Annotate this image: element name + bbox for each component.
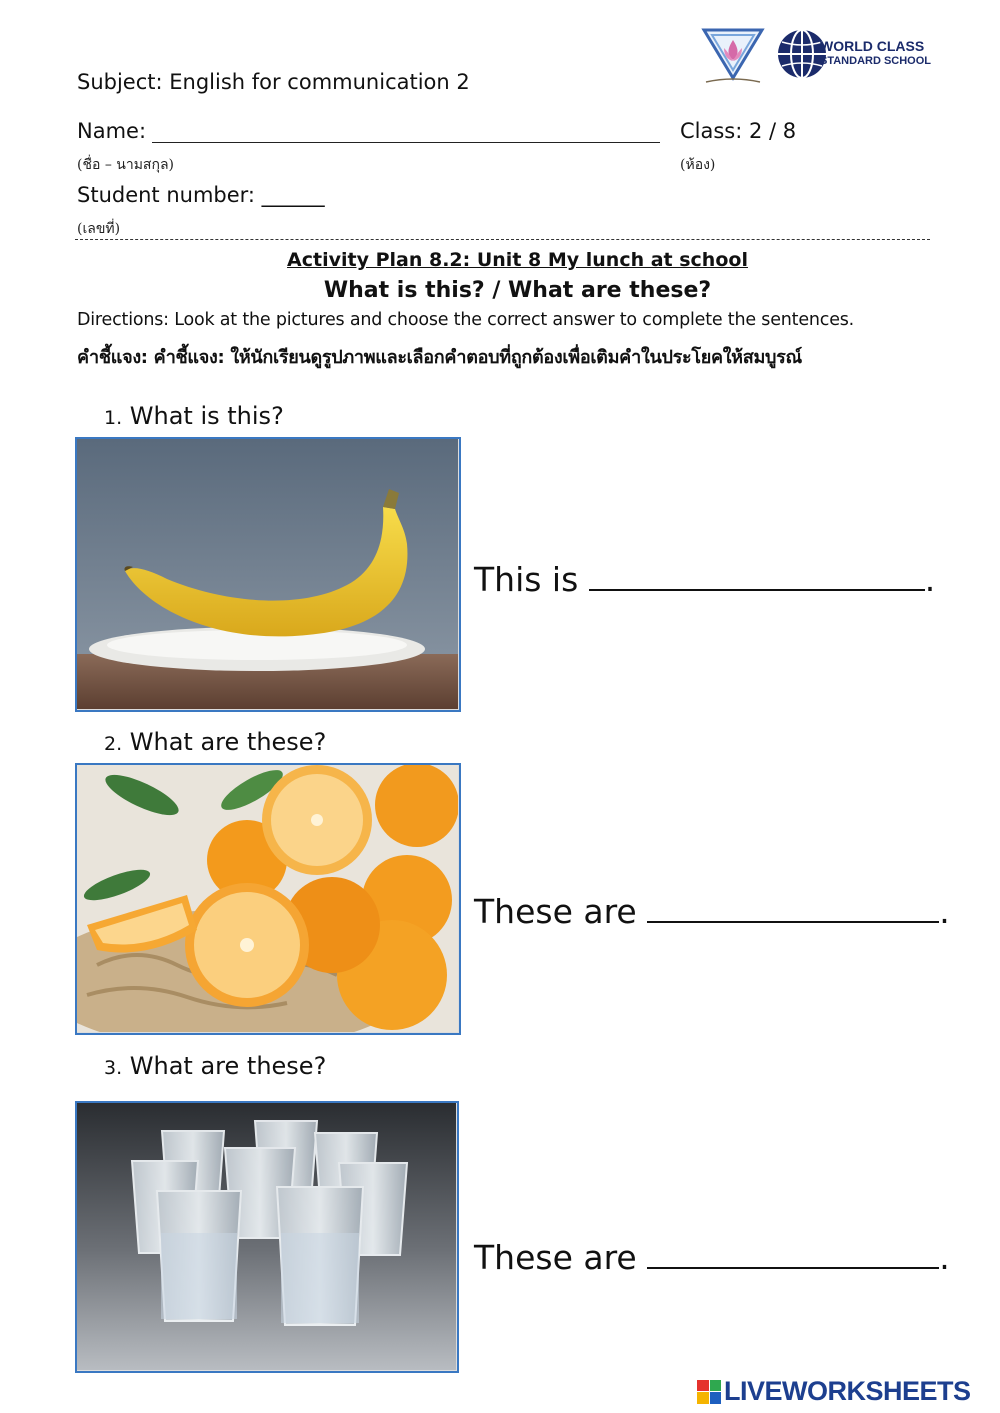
banana-image [75, 437, 461, 712]
answer-suffix: . [924, 560, 936, 599]
question-2 [104, 728, 326, 756]
answer-prefix: These are [474, 892, 637, 931]
oranges-image [75, 763, 461, 1035]
school-emblem-logo [700, 26, 766, 86]
brand-badge [697, 1380, 721, 1404]
student-number-label: Student number: ______ [77, 183, 325, 207]
world-class-standard-logo [776, 24, 936, 84]
answer-blank-3[interactable] [647, 1237, 939, 1269]
answer-sentence-3 [474, 1237, 950, 1277]
class-label: Class: 2 / 8 [680, 119, 797, 143]
student-number-sublabel: (เลขที่) [77, 221, 121, 237]
header-divider [75, 239, 930, 240]
subject-line: Subject: English for communication 2 [77, 70, 470, 94]
logo-wordmark-line1: WORLD CLASS [820, 38, 925, 54]
answer-prefix: These are [474, 1238, 637, 1277]
activity-subtitle: What is this? / What are these? [323, 278, 712, 303]
directions-thai: คำชี้แจง: คำชี้แจง: ให้นักเรียนดูรูปภาพและเลือกคำตอบที่ถูกต้องเพื่อเติมคำในประโยคให้สมบูรณ์ [77, 347, 802, 368]
question-text: What are these? [129, 728, 327, 756]
answer-suffix: . [939, 1238, 950, 1277]
answer-suffix: . [939, 892, 950, 931]
answer-prefix: This is [474, 560, 579, 599]
activity-title: Activity Plan 8.2: Unit 8 My lunch at school [287, 249, 748, 271]
name-label: Name: [77, 119, 147, 143]
question-1 [104, 402, 284, 430]
directions-english: Directions: Look at the pictures and choose the correct answer to complete the sentences. [77, 310, 855, 330]
answer-sentence-1 [474, 559, 935, 599]
water-glasses-image [75, 1101, 459, 1373]
question-number: 2. [104, 733, 123, 755]
logo-wordmark-line2: STANDARD SCHOOL [820, 55, 932, 67]
class-sublabel: (ห้อง) [680, 157, 716, 173]
brand-name[interactable]: LIVEWORKSHEETS [724, 1376, 971, 1406]
question-3 [104, 1052, 326, 1080]
name-sublabel: (ชื่อ – นามสกุล) [77, 157, 174, 173]
liveworksheets-logo [697, 1376, 971, 1407]
answer-blank-1[interactable] [589, 559, 925, 591]
question-text: What are these? [129, 1052, 327, 1080]
question-text: What is this? [129, 402, 284, 430]
name-field[interactable] [152, 120, 660, 143]
question-number: 1. [104, 407, 123, 429]
question-number: 3. [104, 1057, 123, 1079]
answer-blank-2[interactable] [647, 891, 939, 923]
answer-sentence-2 [474, 891, 950, 931]
